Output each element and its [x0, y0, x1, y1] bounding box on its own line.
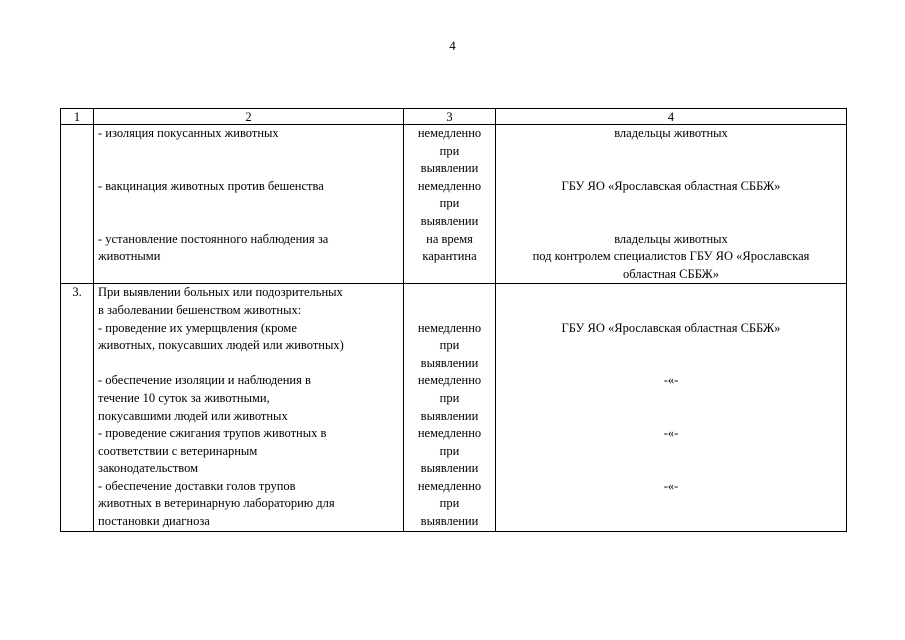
measure-item-cont: покусавшими людей или животных	[98, 408, 288, 423]
measures-cell	[94, 284, 404, 531]
term-line: при	[439, 143, 460, 158]
ditto-mark: -«-	[663, 478, 679, 493]
measure-item: - проведение сжигания трупов животных в	[98, 426, 327, 441]
page-number: 4	[449, 38, 456, 53]
term-line: при	[439, 196, 460, 211]
measure-intro: При выявлении больных или подозрительных	[98, 285, 343, 300]
term-line: немедленно	[417, 320, 482, 335]
responsible-line: владельцы животных	[614, 231, 728, 246]
measure-item: - обеспечение доставки голов трупов	[98, 478, 296, 493]
term-line: выявлении	[420, 514, 479, 529]
measure-item-cont: животных в ветеринарную лабораторию для	[98, 496, 335, 511]
responsible-line: владельцы животных	[614, 126, 728, 140]
measure-item: - изоляция покусанных животных	[98, 126, 279, 140]
term-line: выявлении	[420, 161, 479, 176]
term-line: немедленно	[417, 373, 482, 388]
term-line: при	[439, 338, 460, 353]
measure-item-cont: законодательством	[98, 461, 199, 476]
term-line: на время	[426, 231, 473, 246]
header-cell-1: 1	[61, 109, 94, 125]
term-line: немедленно	[417, 478, 482, 493]
responsible-line: под контролем специалистов ГБУ ЯО «Ярославская	[532, 249, 810, 264]
measure-item-cont: постановки диагноза	[98, 514, 210, 529]
responsible-cell	[496, 284, 847, 531]
measure-item: - проведение их умерщвления (кроме	[98, 320, 297, 335]
term-line: выявлении	[420, 408, 479, 423]
measure-item: - установление постоянного наблюдения за	[98, 231, 329, 246]
table-row	[61, 125, 847, 284]
measure-item-cont: течение 10 суток за животными,	[98, 390, 270, 405]
responsible-line: областная СББЖ»	[622, 266, 720, 281]
responsible-line: ГБУ ЯО «Ярославская областная СББЖ»	[561, 320, 781, 335]
ditto-mark: -«-	[663, 426, 679, 441]
measures-table	[60, 108, 847, 532]
measure-intro-cont: в заболевании бешенством животных:	[98, 302, 302, 317]
measure-item-cont: соответствии с ветеринарным	[98, 443, 258, 458]
row-number: 3.	[61, 284, 94, 531]
measures-cell	[94, 125, 404, 284]
table-row	[61, 284, 847, 531]
header-cell-3: 3	[404, 109, 496, 125]
measure-item: - обеспечение изоляции и наблюдения в	[98, 373, 311, 388]
measure-item-cont: животными	[98, 249, 161, 264]
measure-item-cont: животных, покусавших людей или животных)	[98, 338, 344, 353]
row-number	[61, 125, 94, 284]
term-line: при	[439, 496, 460, 511]
responsible-line: ГБУ ЯО «Ярославская областная СББЖ»	[561, 178, 781, 193]
terms-cell	[404, 284, 496, 531]
term-line: карантина	[422, 249, 477, 264]
measure-item: - вакцинация животных против бешенства	[98, 178, 324, 193]
responsible-cell	[496, 125, 847, 284]
terms-cell	[404, 125, 496, 284]
term-line: выявлении	[420, 461, 479, 476]
table-header-row	[61, 109, 847, 125]
term-line: немедленно	[417, 126, 482, 140]
header-cell-4: 4	[496, 109, 847, 125]
term-line: немедленно	[417, 178, 482, 193]
ditto-mark: -«-	[663, 373, 679, 388]
term-line: при	[439, 390, 460, 405]
term-line: при	[439, 443, 460, 458]
header-cell-2: 2	[94, 109, 404, 125]
term-line: выявлении	[420, 213, 479, 228]
term-line: выявлении	[420, 355, 479, 370]
term-line: немедленно	[417, 426, 482, 441]
